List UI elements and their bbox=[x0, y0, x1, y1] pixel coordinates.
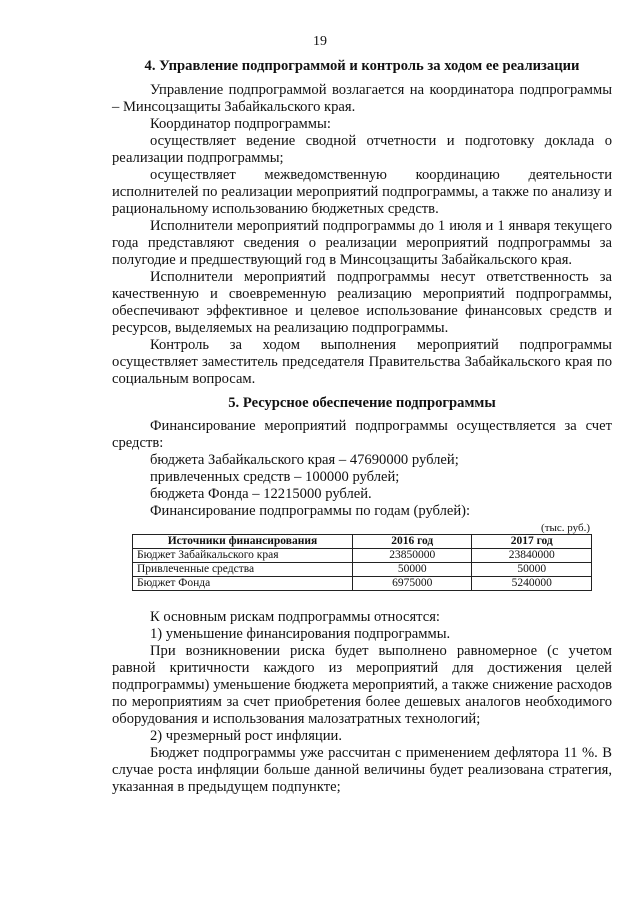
funding-table-block bbox=[132, 522, 600, 591]
paragraph: 1) уменьшение финансирования подпрограммы. bbox=[150, 626, 451, 642]
paragraph: осуществляет ведение сводной отчетности и подготовку доклада о реализации подпрограммы; bbox=[112, 133, 612, 166]
paragraph: 2) чрезмерный рост инфляции. bbox=[150, 728, 342, 744]
paragraph: Исполнители мероприятий подпрограммы несут ответственность за качественную и своевременную реализацию мероприятий подпрограммы, обеспечивают эффективное и целевое использование финансовых средств и ресурсов, выделяемых на реализацию подпрограммы. bbox=[112, 269, 612, 336]
funding-item: бюджета Фонда – 12215000 рублей. bbox=[150, 486, 372, 502]
table-header-cell: 2017 год bbox=[472, 535, 592, 549]
section-5-heading: 5. Ресурсное обеспечение подпрограммы bbox=[228, 395, 496, 411]
funding-table bbox=[132, 534, 592, 591]
paragraph: Контроль за ходом выполнения мероприятий подпрограммы осуществляет заместитель председателя Правительства Забайкальского края по социальным вопросам. bbox=[112, 337, 612, 387]
paragraph: Координатор подпрограммы: bbox=[150, 116, 331, 132]
paragraph: осуществляет межведомственную координацию деятельности исполнителей по реализации мероприятий подпрограммы, а также по анализу и рациональному использованию бюджетных средств. bbox=[112, 167, 612, 217]
table-cell: 23840000 bbox=[472, 549, 592, 563]
table-header-cell: Источники финансирования bbox=[133, 535, 353, 549]
page-number: 19 bbox=[313, 34, 327, 49]
paragraph: К основным рискам подпрограммы относятся: bbox=[150, 609, 440, 625]
table-header-row bbox=[133, 535, 592, 549]
funding-item: бюджета Забайкальского края – 47690000 рублей; bbox=[150, 452, 459, 468]
table-cell: 23850000 bbox=[352, 549, 472, 563]
funding-item: привлеченных средств – 100000 рублей; bbox=[150, 469, 400, 485]
paragraph: Финансирование подпрограммы по годам (рублей): bbox=[150, 503, 471, 519]
table-cell: Бюджет Забайкальского края bbox=[133, 549, 353, 563]
table-row bbox=[133, 549, 592, 563]
table-header-cell: 2016 год bbox=[352, 535, 472, 549]
paragraph: Бюджет подпрограммы уже рассчитан с применением дефлятора 11 %. В случае роста инфляции больше данной величины будет реализована стратегия, указанная в предыдущем подпункте; bbox=[112, 745, 612, 795]
table-cell: 50000 bbox=[352, 563, 472, 577]
table-cell: 6975000 bbox=[352, 577, 472, 591]
paragraph: При возникновении риска будет выполнено равномерное (с учетом равной критичности каждого из мероприятий для достижения целей подпрограммы) уменьшение бюджета мероприятий, а также снижение расходов по мероприятиям за счет приобретения более дешевых аналогов необходимого оборудования и использования малозатратных технологий; bbox=[112, 643, 612, 727]
paragraph: Исполнители мероприятий подпрограммы до 1 июля и 1 января текущего года представляют сведения о реализации мероприятий подпрограммы за полугодие и предшествующий год в Минсоцзащиты Забайкальского края. bbox=[112, 218, 612, 268]
page-content bbox=[112, 58, 612, 796]
paragraph: Управление подпрограммой возлагается на координатора подпрограммы – Минсоцзащиты Забайкальского края. bbox=[112, 82, 612, 115]
table-units: (тыс. руб.) bbox=[541, 522, 590, 534]
table-cell: 50000 bbox=[472, 563, 592, 577]
spacer bbox=[112, 591, 612, 609]
table-cell: Бюджет Фонда bbox=[133, 577, 353, 591]
paragraph: Финансирование мероприятий подпрограммы осуществляется за счет средств: bbox=[112, 418, 612, 451]
section-4-heading: 4. Управление подпрограммой и контроль за ходом ее реализации bbox=[144, 58, 580, 74]
table-cell: 5240000 bbox=[472, 577, 592, 591]
table-row bbox=[133, 563, 592, 577]
table-row bbox=[133, 577, 592, 591]
table-cell: Привлеченные средства bbox=[133, 563, 353, 577]
